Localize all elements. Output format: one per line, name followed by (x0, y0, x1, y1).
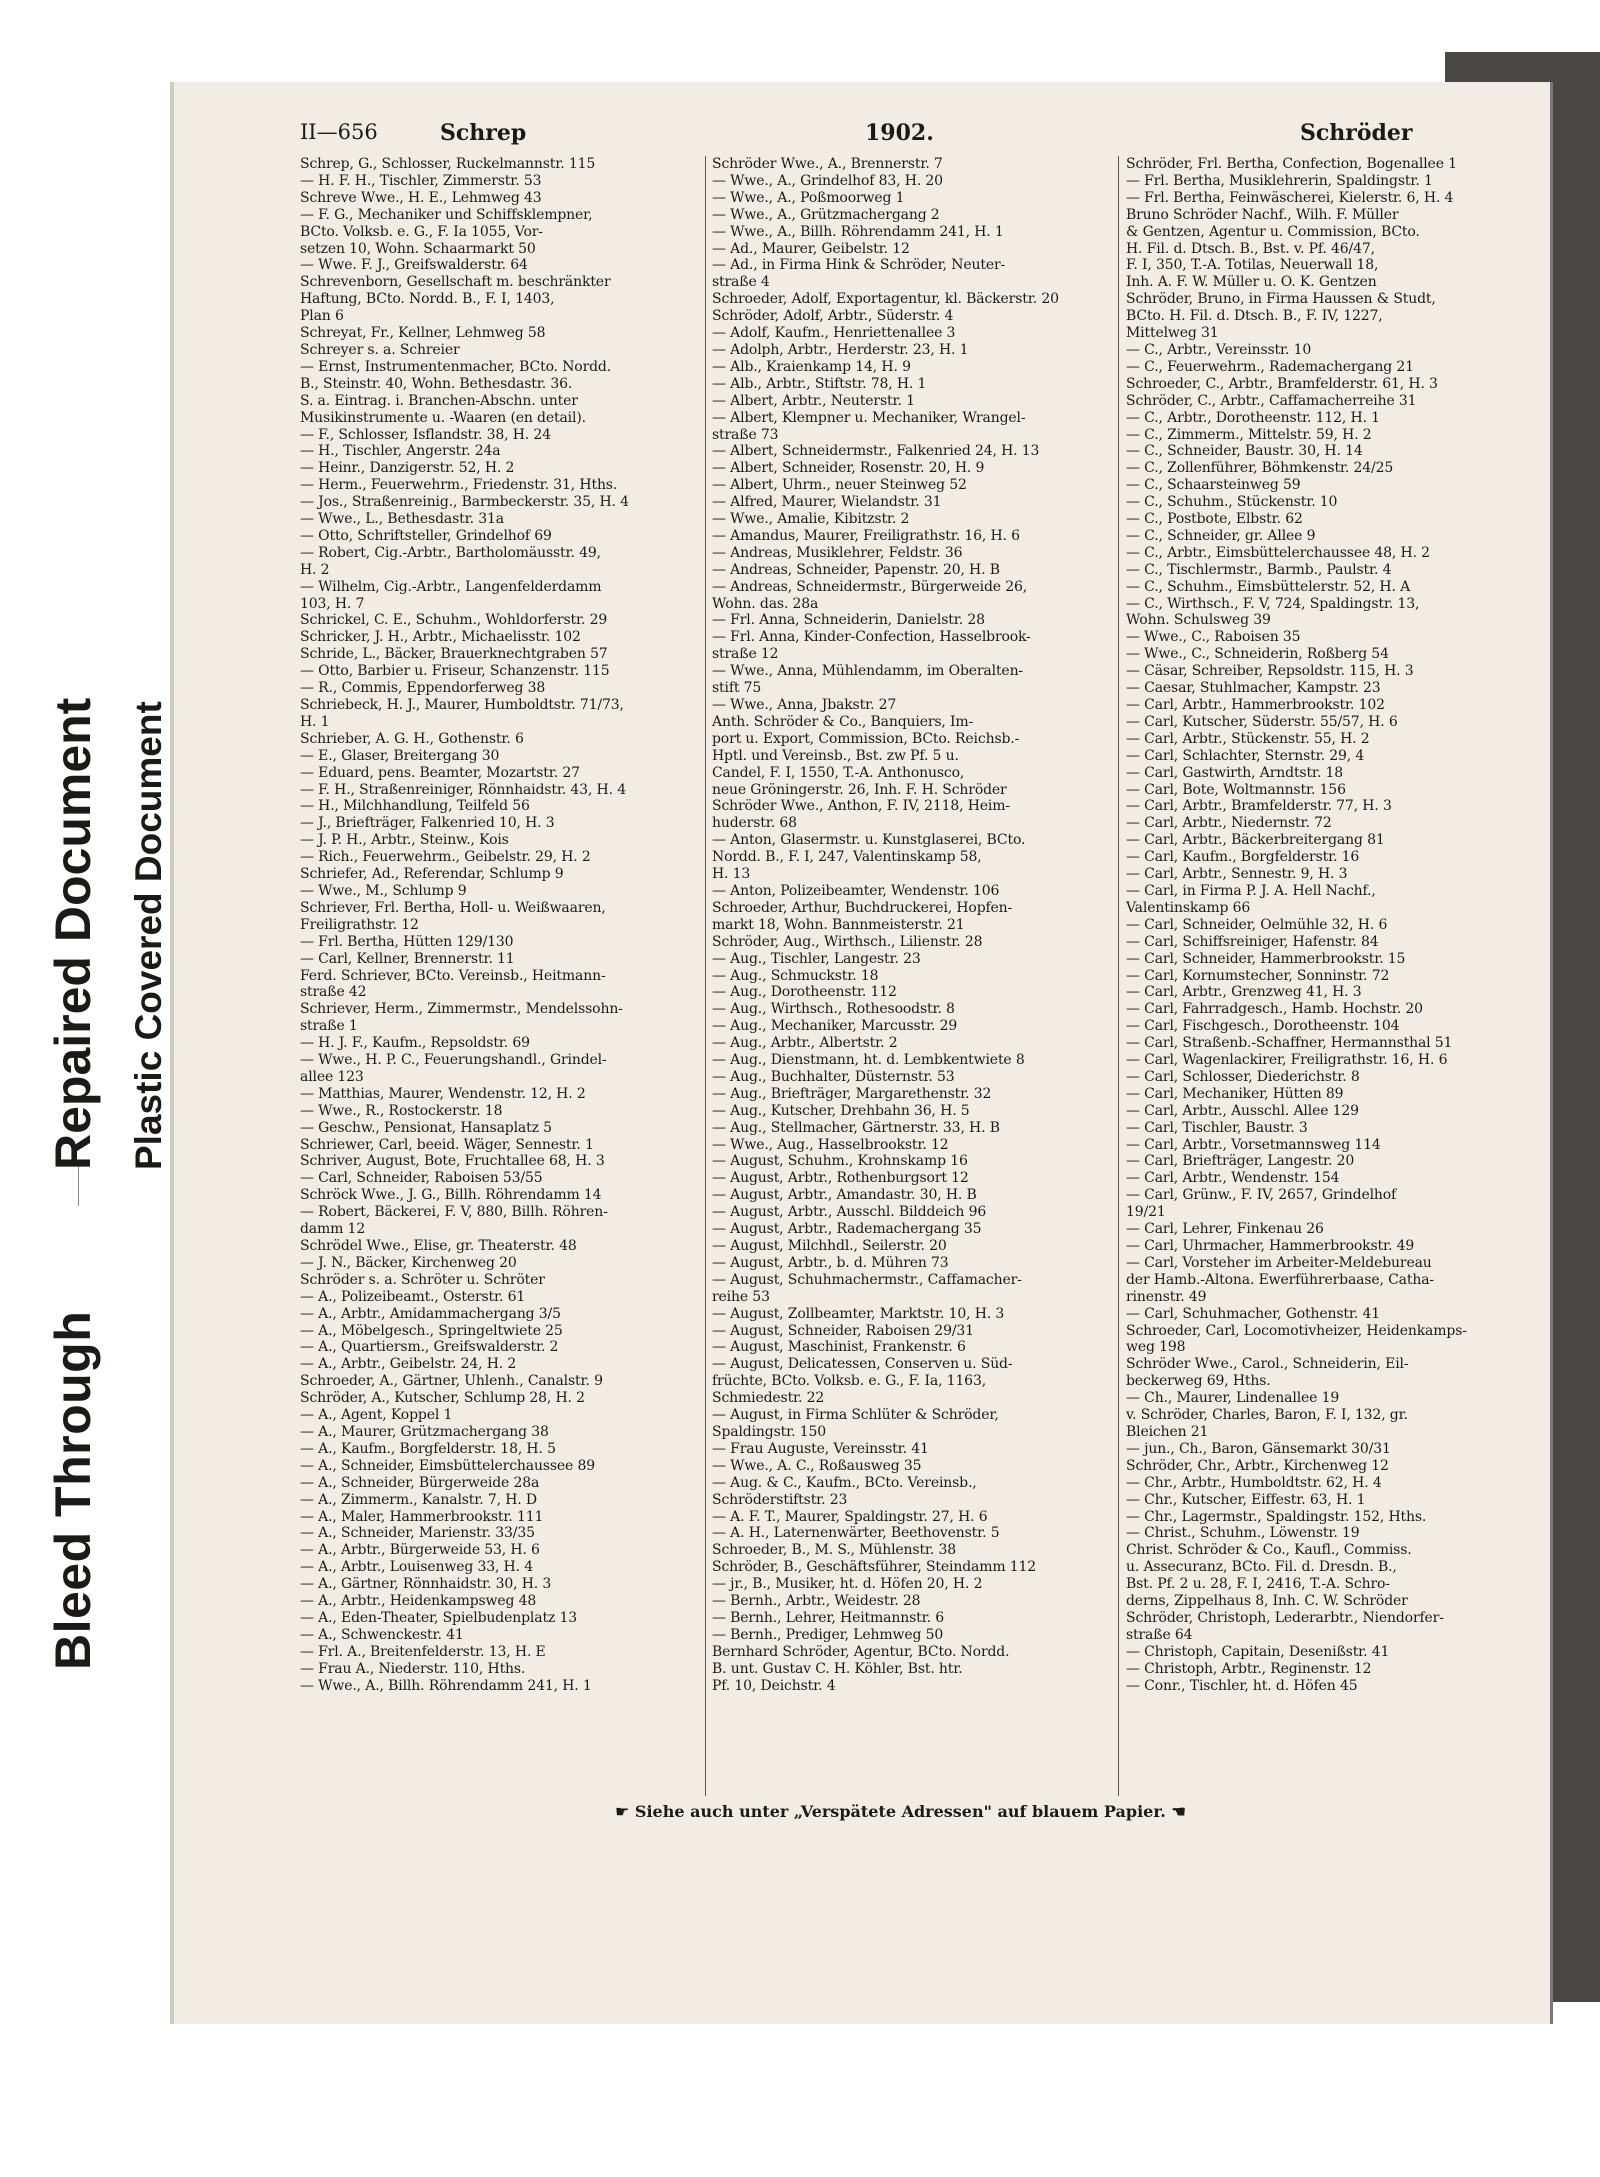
directory-entry-line: — Aug., Mechaniker, Marcusstr. 29 (712, 1018, 958, 1035)
directory-entry-line: — Wwe., Anna, Jbakstr. 27 (712, 697, 897, 713)
directory-entry-line: u. Assecuranz, BCto. Fil. d. Dresdn. B., (1126, 1559, 1397, 1576)
directory-entry-line: — Carl, Grünw., F. IV, 2657, Grindelhof (1126, 1187, 1397, 1204)
directory-column-1 (300, 156, 695, 1796)
directory-entry-line: — H. F. H., Tischler, Zimmerstr. 53 (300, 172, 542, 189)
directory-entry-line: — Carl, Vorsteher im Arbeiter-Meldebureau (1126, 1254, 1432, 1271)
directory-entry-line: Schröder, Frl. Bertha, Confection, Bogenallee 1 (1126, 156, 1457, 172)
directory-entry-line: — Frl. Anna, Schneiderin, Danielstr. 28 (712, 612, 985, 629)
directory-entry-line: — Frau A., Niederstr. 110, Hths. (300, 1660, 526, 1677)
directory-entry-line: — Conr., Tischler, ht. d. Höfen 45 (1126, 1677, 1358, 1694)
directory-entry-line: rinenstr. 49 (1126, 1288, 1207, 1305)
directory-entry-line: — A., Arbtr., Geibelstr. 24, H. 2 (300, 1356, 517, 1373)
directory-entry-line: Schroeder, B., M. S., Mühlenstr. 38 (712, 1542, 957, 1559)
directory-entry-line: — C., Arbtr., Dorotheenstr. 112, H. 1 (1126, 409, 1380, 426)
directory-entry-line: straße 12 (712, 646, 779, 663)
directory-column-2 (712, 156, 1112, 1796)
directory-entry-line: — August, Schneider, Raboisen 29/31 (712, 1322, 974, 1339)
directory-entry-line: B. unt. Gustav C. H. Köhler, Bst. htr. (712, 1660, 963, 1677)
directory-entry-line: Schrieber, A. G. H., Gothenstr. 6 (300, 730, 524, 747)
directory-column-3 (1126, 156, 1520, 1796)
directory-entry-line: S. a. Eintrag. i. Branchen-Abschn. unter (300, 392, 578, 409)
directory-entry-line: — A. F. T., Maurer, Spaldingstr. 27, H. 6 (712, 1508, 988, 1525)
directory-entry-line: — Alb., Arbtr., Stiftstr. 78, H. 1 (712, 375, 927, 392)
directory-entry-line: — Carl, Fahrradgesch., Hamb. Hochstr. 20 (1126, 1001, 1423, 1018)
directory-entry-line: straße 64 (1126, 1626, 1193, 1643)
directory-entry-line: — Robert, Cig.-Arbtr., Bartholomäusstr. 49, (300, 544, 601, 561)
directory-entry-line: — A., Kaufm., Borgfelderstr. 18, H. 5 (300, 1440, 556, 1457)
directory-entry-line: BCto. H. Fil. d. Dtsch. B., F. IV, 1227, (1126, 308, 1383, 325)
directory-entry-line: 103, H. 7 (300, 595, 365, 612)
directory-entry-line: — Frau Auguste, Vereinsstr. 41 (712, 1440, 929, 1457)
directory-entry-line: — Carl, Uhrmacher, Hammerbrookstr. 49 (1126, 1238, 1415, 1254)
directory-entry-line: — A., Möbelgesch., Springeltwiete 25 (300, 1322, 563, 1339)
directory-entry-line: — C., Tischlermstr., Barmb., Paulstr. 4 (1126, 561, 1392, 578)
directory-entry-line: — A., Agent, Koppel 1 (300, 1407, 453, 1424)
directory-entry-line: — Carl, Arbtr., Bäckerbreitergang 81 (1126, 832, 1385, 849)
directory-entry-line: — Carl, Schlachter, Sternstr. 29, 4 (1126, 747, 1365, 764)
directory-entry-line: — Frl. Bertha, Hütten 129/130 (300, 933, 514, 950)
directory-entry-line: — Carl, Arbtr., Grenzweg 41, H. 3 (1126, 984, 1362, 1001)
directory-entry-line: — Chr., Lagermstr., Spaldingstr. 152, Hths. (1126, 1508, 1427, 1525)
directory-entry-line: — Robert, Bäckerei, F. V, 880, Billh. Röhren- (300, 1204, 608, 1221)
directory-entry-line: & Gentzen, Agentur u. Commission, BCto. (1126, 223, 1420, 240)
directory-entry-line: — C., Postbote, Elbstr. 62 (1126, 511, 1303, 528)
directory-entry-line: — C., Arbtr., Eimsbüttelerchaussee 48, H. 2 (1126, 544, 1430, 561)
directory-entry-line: — Wwe. F. J., Greifswalderstr. 64 (300, 257, 528, 274)
directory-entry-line: — August, Schuhm., Krohnskamp 16 (712, 1153, 968, 1170)
directory-entry-line: — Carl, Fischgesch., Dorotheenstr. 104 (1126, 1018, 1400, 1035)
directory-entry-line: — Bernh., Arbtr., Weidestr. 28 (712, 1593, 921, 1610)
pointing-hand-right-icon: ☚ (1171, 1802, 1186, 1821)
label-repaired-document: Repaired Document (45, 697, 101, 1170)
directory-entry-line: — A., Schneider, Marienstr. 33/35 (300, 1525, 535, 1542)
directory-entry-line: — Aug., Dienstmann, ht. d. Lembkentwiete 8 (712, 1052, 1025, 1069)
directory-entry-line: — Adolph, Arbtr., Herderstr. 23, H. 1 (712, 341, 969, 358)
label-bleed-through: Bleed Through (45, 1310, 101, 1670)
directory-entry-line: Schriefer, Ad., Referendar, Schlump 9 (300, 866, 564, 883)
directory-entry-line: — Albert, Uhrm., neuer Steinweg 52 (712, 477, 967, 494)
directory-entry-line: port u. Export, Commission, BCto. Reichsb.- (712, 730, 1020, 747)
directory-entry-line: — Wwe., A., Grindelhof 83, H. 20 (712, 172, 943, 189)
directory-entry-line: — Bernh., Lehrer, Heitmannstr. 6 (712, 1609, 944, 1626)
directory-entry-line: — Wwe., C., Raboisen 35 (1126, 629, 1301, 646)
directory-entry-line: — Ad., in Firma Hink & Schröder, Neuter- (712, 257, 1006, 274)
directory-entry-line: Wohn. Schulsweg 39 (1126, 612, 1271, 629)
directory-entry-line: — Carl, Arbtr., Bramfelderstr. 77, H. 3 (1126, 798, 1392, 815)
directory-entry-line: Plan 6 (300, 308, 344, 325)
directory-entry-line: — Carl, Arbtr., Stückenstr. 55, H. 2 (1126, 730, 1370, 747)
directory-entry-line: Wohn. das. 28a (712, 595, 819, 612)
directory-entry-line: Haftung, BCto. Nordd. B., F. I, 1403, (300, 291, 555, 308)
directory-entry-line: Christ. Schröder & Co., Kaufl., Commiss. (1126, 1542, 1412, 1559)
directory-entry-line: — A., Maurer, Grützmachergang 38 (300, 1423, 549, 1440)
directory-entry-line: setzen 10, Wohn. Schaarmarkt 50 (300, 240, 536, 257)
directory-entry-line: Schröder, A., Kutscher, Schlump 28, H. 2 (300, 1390, 585, 1407)
directory-entry-line: Schrep, G., Schlosser, Ruckelmannstr. 115 (300, 156, 596, 172)
directory-entry-line: — F. H., Straßenreiniger, Rönnhaidstr. 43, H. 4 (300, 781, 626, 798)
directory-entry-line: — Christ., Schuhm., Löwenstr. 19 (1126, 1525, 1360, 1542)
side-labels (0, 330, 175, 1670)
directory-entry-line: straße 42 (300, 984, 367, 1001)
directory-entry-line: Schriever, Frl. Bertha, Holl- u. Weißwaaren, (300, 899, 606, 916)
directory-entry-line: — Frl. A., Breitenfelderstr. 13, H. E (300, 1643, 546, 1660)
directory-entry-line: — A., Gärtner, Rönnhaidstr. 30, H. 3 (300, 1576, 552, 1593)
directory-entry-line: — August, Arbtr., Rothenburgsort 12 (712, 1170, 969, 1187)
directory-page (300, 112, 1520, 1821)
directory-entry-line: der Hamb.-Altona. Ewerführerbaase, Catha- (1126, 1271, 1434, 1288)
directory-entry-line: Schröder, Bruno, in Firma Haussen & Studt, (1126, 291, 1436, 308)
directory-entry-line: Candel, F. I, 1550, T.-A. Anthonusco, (712, 764, 965, 781)
directory-entry-line: — Wwe., A., Grützmachergang 2 (712, 206, 940, 223)
directory-entry-line: F. I, 350, T.-A. Totilas, Neuerwall 18, (1126, 257, 1379, 274)
directory-entry-line: — C., Wirthsch., F. V, 724, Spaldingstr. 13, (1126, 595, 1420, 612)
directory-entry-line: — A., Eden-Theater, Spielbudenplatz 13 (300, 1609, 577, 1626)
label-plastic-covered-document: Plastic Covered Document (128, 701, 169, 1170)
directory-entry-line: — R., Commis, Eppendorferweg 38 (300, 680, 546, 697)
column-divider (1118, 156, 1119, 1796)
directory-entry-line: — Albert, Arbtr., Neuterstr. 1 (712, 392, 915, 409)
directory-entry-line: — Wwe., H. P. C., Feuerungshandl., Grindel- (300, 1052, 607, 1069)
directory-entry-line: — J., Briefträger, Falkenried 10, H. 3 (300, 815, 555, 832)
directory-entry-line: — Carl, Arbtr., Wendenstr. 154 (1126, 1170, 1340, 1187)
page-number: II—656 (300, 120, 378, 144)
directory-entry-line: Schreyat, Fr., Kellner, Lehmweg 58 (300, 325, 546, 342)
directory-entry-line: — C., Feuerwehrm., Rademachergang 21 (1126, 358, 1414, 375)
page-footer (615, 1802, 1186, 1821)
directory-entry-line: Pf. 10, Deichstr. 4 (712, 1677, 836, 1694)
directory-entry-line: — A., Schneider, Bürgerweide 28a (300, 1474, 540, 1491)
directory-entry-line: Inh. A. F. W. Müller u. O. K. Gentzen (1126, 274, 1377, 291)
directory-entry-line: — Amandus, Maurer, Freiligrathstr. 16, H. 6 (712, 527, 1020, 544)
directory-entry-line: — August, Maschinist, Frankenstr. 6 (712, 1339, 966, 1356)
directory-entry-line: stift 75 (712, 680, 762, 697)
directory-entry-line: früchte, BCto. Volksb. e. G., F. Ia, 1163, (712, 1373, 987, 1390)
directory-entry-line: — Carl, Arbtr., Niedernstr. 72 (1126, 815, 1332, 832)
directory-entry-line: — Aug., Schmuckstr. 18 (712, 967, 879, 984)
directory-entry-line: Spaldingstr. 150 (712, 1423, 826, 1440)
directory-entry-line: Schrickel, C. E., Schuhm., Wohldorferstr. 29 (300, 612, 608, 629)
directory-entry-line: — Otto, Schriftsteller, Grindelhof 69 (300, 527, 552, 544)
directory-entry-line: — Carl, Wagenlackirer, Freiligrathstr. 16, H. 6 (1126, 1052, 1448, 1069)
directory-entry-line: — J. P. H., Arbtr., Steinw., Kois (300, 832, 509, 849)
directory-entry-line: huderstr. 68 (712, 815, 797, 832)
directory-entry-line: — Otto, Barbier u. Friseur, Schanzenstr. 115 (300, 663, 610, 680)
directory-entry-line: markt 18, Wohn. Bannmeisterstr. 21 (712, 916, 965, 933)
directory-entry-line: — A., Polizeibeamt., Osterstr. 61 (300, 1288, 526, 1305)
directory-entry-line: Schröder Wwe., Carol., Schneiderin, Eil- (1126, 1356, 1409, 1373)
directory-entry-line: — Carl, Kutscher, Süderstr. 55/57, H. 6 (1126, 713, 1398, 730)
directory-entry-line: Schröder, B., Geschäftsführer, Steindamm 112 (712, 1559, 1037, 1576)
directory-entry-line: — Geschw., Pensionat, Hansaplatz 5 (300, 1119, 552, 1136)
directory-entry-line: beckerweg 69, Hths. (1126, 1373, 1271, 1390)
directory-entry-line: Schricker, J. H., Arbtr., Michaelisstr. 102 (300, 629, 581, 646)
directory-entry-line: straße 73 (712, 426, 779, 443)
directory-entry-line: Schroeder, C., Arbtr., Bramfelderstr. 61, H. 3 (1126, 375, 1438, 392)
directory-entry-line: Schreve Wwe., H. E., Lehmweg 43 (300, 189, 542, 206)
header-left-word: Schrep (440, 120, 527, 146)
directory-entry-line: v. Schröder, Charles, Baron, F. I, 132, gr. (1126, 1407, 1408, 1424)
directory-entry-line: — Wwe., L., Bethesdastr. 31a (300, 511, 504, 528)
directory-entry-line: Schröderstiftstr. 23 (712, 1491, 848, 1508)
directory-entry-line: Schriever, Herm., Zimmermstr., Mendelssohn- (300, 1001, 623, 1018)
directory-entry-line: Schrevenborn, Gesellschaft m. beschränkter (300, 274, 611, 291)
directory-entry-line: — Andreas, Schneidermstr., Bürgerweide 26, (712, 578, 1028, 595)
directory-entry-line: — Carl, Gastwirth, Arndtstr. 18 (1126, 764, 1344, 781)
directory-entry-line: Schröck Wwe., J. G., Billh. Röhrendamm 14 (300, 1187, 602, 1204)
directory-entry-line: — Ad., Maurer, Geibelstr. 12 (712, 240, 910, 257)
label-separator (78, 1166, 79, 1206)
column-divider (705, 156, 706, 1796)
directory-entry-line: — Frl. Bertha, Musiklehrerin, Spaldingstr. 1 (1126, 172, 1433, 189)
directory-entry-line: — F. G., Mechaniker und Schiffsklempner, (300, 206, 593, 223)
directory-entry-line: — J. N., Bäcker, Kirchenweg 20 (300, 1254, 517, 1271)
directory-entry-line: — Aug., Wirthsch., Rothesoodstr. 8 (712, 1001, 955, 1018)
directory-entry-line: — Wwe., A., Billh. Röhrendamm 241, H. 1 (300, 1677, 592, 1694)
directory-entry-line: — Adolf, Kaufm., Henriettenallee 3 (712, 325, 956, 342)
directory-entry-line: — Wwe., A., Billh. Röhrendamm 241, H. 1 (712, 223, 1004, 240)
directory-entry-line: — Wwe., Amalie, Kibitzstr. 2 (712, 511, 910, 528)
directory-entry-line: Schmiedestr. 22 (712, 1390, 825, 1407)
directory-entry-line: Schroeder, Carl, Locomotivheizer, Heidenkamps- (1126, 1322, 1467, 1339)
directory-entry-line: allee 123 (300, 1068, 364, 1085)
directory-entry-line: Mittelweg 31 (1126, 325, 1219, 342)
directory-entry-line: — A., Arbtr., Louisenweg 33, H. 4 (300, 1559, 533, 1576)
directory-entry-line: — Chr., Arbtr., Humboldtstr. 62, H. 4 (1126, 1474, 1382, 1491)
directory-entry-line: — A., Quartiersm., Greifswalderstr. 2 (300, 1339, 559, 1356)
directory-entry-line: Schride, L., Bäcker, Brauerknechtgraben 57 (300, 646, 608, 663)
directory-entry-line: — Eduard, pens. Beamter, Mozartstr. 27 (300, 764, 580, 781)
directory-entry-line: — Carl, Schlosser, Diederichstr. 8 (1126, 1068, 1360, 1085)
directory-entry-line: Schröder Wwe., Anthon, F. IV, 2118, Heim- (712, 798, 1010, 815)
directory-entry-line: — C., Schneider, Baustr. 30, H. 14 (1126, 443, 1363, 460)
header-year: 1902. (865, 120, 934, 146)
directory-entry-line: — C., Schneider, gr. Allee 9 (1126, 527, 1316, 544)
directory-entry-line: — Carl, Mechaniker, Hütten 89 (1126, 1085, 1344, 1102)
directory-entry-line: — Carl, Lehrer, Finkenau 26 (1126, 1221, 1324, 1238)
directory-entry-line: — A., Arbtr., Heidenkampsweg 48 (300, 1593, 537, 1610)
directory-entry-line: Bst. Pf. 2 u. 28, F. I, 2416, T.-A. Schro- (1126, 1576, 1390, 1593)
directory-entry-line: — Rich., Feuerwehrm., Geibelstr. 29, H. 2 (300, 849, 591, 866)
directory-entry-line: — August, Arbtr., Amandastr. 30, H. B (712, 1187, 977, 1204)
directory-entry-line: Bleichen 21 (1126, 1423, 1209, 1440)
directory-entry-line: — Wwe., A. C., Roßausweg 35 (712, 1457, 922, 1474)
directory-entry-line: straße 1 (300, 1018, 358, 1035)
directory-entry-line: Schroeder, Arthur, Buchdruckerei, Hopfen- (712, 899, 1013, 916)
directory-entry-line: — Anton, Polizeibeamter, Wendenstr. 106 (712, 882, 1000, 899)
directory-entry-line: — Aug., Buchhalter, Düsternstr. 53 (712, 1068, 955, 1085)
directory-entry-line: — Aug., Tischler, Langestr. 23 (712, 950, 921, 967)
directory-entry-line: BCto. Volksb. e. G., F. Ia 1055, Vor- (300, 223, 543, 240)
directory-entry-line: Schröder, Christoph, Lederarbtr., Niendorfer- (1126, 1609, 1444, 1626)
directory-entry-line: — Aug., Kutscher, Drehbahn 36, H. 5 (712, 1102, 970, 1119)
directory-entry-line: — Carl, Kaufm., Borgfelderstr. 16 (1126, 849, 1360, 866)
directory-entry-line: — E., Glaser, Breitergang 30 (300, 747, 500, 764)
directory-entry-line: — August, Arbtr., Rademachergang 35 (712, 1221, 982, 1238)
directory-entry-line: Schröder, Adolf, Arbtr., Süderstr. 4 (712, 308, 954, 325)
directory-entry-line: Schröder, Aug., Wirthsch., Lilienstr. 28 (712, 933, 983, 950)
directory-entry-line: — Carl, Tischler, Baustr. 3 (1126, 1119, 1308, 1136)
pointing-hand-left-icon: ☛ (615, 1802, 630, 1821)
directory-entry-line: — Bernh., Prediger, Lehmweg 50 (712, 1626, 944, 1643)
directory-entry-line: — Wwe., R., Rostockerstr. 18 (300, 1102, 503, 1119)
directory-entry-line: — Carl, Schneider, Raboisen 53/55 (300, 1170, 543, 1187)
directory-entry-line: — jr., B., Musiker, ht. d. Höfen 20, H. 2 (712, 1576, 983, 1593)
footer-note: Siehe auch unter „Verspätete Adressen" auf blauem Papier. (634, 1802, 1166, 1821)
directory-entry-line: — Heinr., Danzigerstr. 52, H. 2 (300, 460, 515, 477)
directory-entry-line: — August, in Firma Schlüter & Schröder, (712, 1407, 999, 1424)
directory-entry-line: — Frl. Bertha, Feinwäscherei, Kielerstr. 6, H. 4 (1126, 189, 1454, 206)
directory-entry-line: — F., Schlosser, Isflandstr. 38, H. 24 (300, 426, 551, 443)
directory-entry-line: Ferd. Schriever, BCto. Vereinsb., Heitmann- (300, 967, 606, 984)
directory-entry-line: — Carl, Schneider, Oelmühle 32, H. 6 (1126, 916, 1388, 933)
directory-entry-line: — Andreas, Musiklehrer, Feldstr. 36 (712, 544, 963, 561)
directory-entry-line: Schriver, August, Bote, Fruchtallee 68, H. 3 (300, 1153, 605, 1170)
directory-entry-line: — August, Arbtr., b. d. Mühren 73 (712, 1254, 949, 1271)
directory-entry-line: weg 198 (1126, 1339, 1186, 1356)
directory-entry-line: — C., Schuhm., Stückenstr. 10 (1126, 494, 1338, 511)
directory-entry-line: — Carl, Arbtr., Vorsetmannsweg 114 (1126, 1136, 1381, 1153)
directory-entry-line: H. Fil. d. Dtsch. B., Bst. v. Pf. 46/47, (1126, 240, 1375, 257)
header-right-word: Schröder (1300, 120, 1413, 146)
directory-entry-line: Freiligrathstr. 12 (300, 916, 419, 933)
directory-entry-line: — Ernst, Instrumentenmacher, BCto. Nordd. (300, 358, 612, 375)
directory-entry-line: — Wwe., Anna, Mühlendamm, im Oberalten- (712, 663, 1024, 680)
directory-entry-line: — H., Tischler, Angerstr. 24a (300, 443, 501, 460)
directory-entry-line: Schreyer s. a. Schreier (300, 341, 460, 358)
directory-entry-line: — C., Zollenführer, Böhmkenstr. 24/25 (1126, 460, 1394, 477)
directory-entry-line: Schroeder, Adolf, Exportagentur, kl. Bäckerstr. 20 (712, 291, 1059, 308)
directory-entry-line: — Aug., Arbtr., Albertstr. 2 (712, 1035, 898, 1052)
directory-entry-line: — A., Zimmerm., Kanalstr. 7, H. D (300, 1491, 537, 1508)
directory-entry-line: — Carl, Bote, Woltmannstr. 156 (1126, 781, 1346, 798)
directory-entry-line: — Alb., Kraienkamp 14, H. 9 (712, 358, 911, 375)
directory-entry-line: — Wwe., M., Schlump 9 (300, 882, 467, 899)
directory-entry-line: reihe 53 (712, 1288, 770, 1305)
directory-entry-line: — A. H., Laternenwärter, Beethovenstr. 5 (712, 1525, 1000, 1542)
directory-entry-line: — Wwe., C., Schneiderin, Roßberg 54 (1126, 646, 1389, 663)
directory-entry-line: — Albert, Schneidermstr., Falkenried 24, H. 13 (712, 443, 1040, 460)
directory-entry-line: Anth. Schröder & Co., Banquiers, Im- (712, 713, 974, 730)
directory-entry-line: B., Steinstr. 40, Wohn. Bethesdastr. 36. (300, 375, 573, 392)
directory-entry-line: H. 2 (300, 561, 330, 578)
directory-entry-line: Schröder Wwe., A., Brennerstr. 7 (712, 156, 943, 172)
directory-entry-line: straße 4 (712, 274, 770, 291)
directory-entry-line: — Albert, Schneider, Rosenstr. 20, H. 9 (712, 460, 985, 477)
directory-entry-line: — Anton, Glasermstr. u. Kunstglaserei, BCto. (712, 832, 1026, 849)
directory-entry-line: — H., Milchhandlung, Teilfeld 56 (300, 798, 530, 815)
directory-entry-line: Schröder, Chr., Arbtr., Kirchenweg 12 (1126, 1457, 1389, 1474)
directory-entry-line: — Carl, Straßenb.-Schaffner, Hermannsthal 51 (1126, 1035, 1453, 1052)
directory-entry-line: — Carl, Kellner, Brennerstr. 11 (300, 950, 515, 967)
directory-entry-line: — Frl. Anna, Kinder-Confection, Hasselbrook- (712, 629, 1031, 646)
directory-entry-line: — A., Schneider, Eimsbüttelerchaussee 89 (300, 1457, 595, 1474)
directory-entry-line: — A., Maler, Hammerbrookstr. 111 (300, 1508, 544, 1525)
directory-entry-line: — Matthias, Maurer, Wendenstr. 12, H. 2 (300, 1085, 586, 1102)
directory-entry-line: — Carl, Briefträger, Langestr. 20 (1126, 1153, 1355, 1170)
directory-entry-line: — C., Zimmerm., Mittelstr. 59, H. 2 (1126, 426, 1372, 443)
directory-entry-line: — Aug. & C., Kaufm., BCto. Vereinsb., (712, 1474, 977, 1491)
directory-entry-line: — Aug., Briefträger, Margarethenstr. 32 (712, 1085, 992, 1102)
directory-entry-line: Musikinstrumente u. -Waaren (en detail). (300, 409, 586, 426)
directory-entry-line: — Christoph, Arbtr., Reginenstr. 12 (1126, 1660, 1372, 1677)
directory-entry-line: — Caesar, Stuhlmacher, Kampstr. 23 (1126, 680, 1381, 697)
directory-entry-line: — C., Schaarsteinweg 59 (1126, 477, 1301, 494)
directory-entry-line: — Ch., Maurer, Lindenallee 19 (1126, 1390, 1340, 1407)
directory-entry-line: — H. J. F., Kaufm., Repsoldstr. 69 (300, 1035, 530, 1052)
directory-entry-line: — August, Milchhdl., Seilerstr. 20 (712, 1238, 947, 1254)
directory-entry-line: — Albert, Klempner u. Mechaniker, Wrangel- (712, 409, 1026, 426)
directory-entry-line: — August, Schuhmachermstr., Caffamacher- (712, 1271, 1022, 1288)
directory-entry-line: Schröder, C., Arbtr., Caffamacherreihe 31 (1126, 392, 1417, 409)
directory-entry-line: — August, Arbtr., Ausschl. Bilddeich 96 (712, 1204, 987, 1221)
directory-entry-line: — Carl, Arbtr., Sennestr. 9, H. 3 (1126, 866, 1348, 883)
directory-entry-line: neue Gröningerstr. 26, Inh. F. H. Schröder (712, 781, 1007, 798)
directory-entry-line: Bernhard Schröder, Agentur, BCto. Nordd. (712, 1643, 1010, 1660)
directory-entry-line: — Cäsar, Schreiber, Repsoldstr. 115, H. 3 (1126, 663, 1414, 680)
directory-entry-line: — August, Delicatessen, Conserven u. Süd- (712, 1356, 1013, 1373)
directory-entry-line: Schröder s. a. Schröter u. Schröter (300, 1271, 545, 1288)
directory-entry-line: Valentinskamp 66 (1126, 899, 1251, 916)
directory-entry-line: — Carl, in Firma P. J. A. Hell Nachf., (1126, 882, 1376, 899)
directory-entry-line: Hptl. und Vereinsb., Bst. zw Pf. 5 u. (712, 747, 959, 764)
directory-entry-line: — Carl, Kornumstecher, Sonninstr. 72 (1126, 967, 1390, 984)
directory-entry-line: — A., Arbtr., Amidammachergang 3/5 (300, 1305, 561, 1322)
directory-entry-line: — jun., Ch., Baron, Gänsemarkt 30/31 (1126, 1440, 1391, 1457)
directory-entry-line: damm 12 (300, 1221, 366, 1238)
directory-entry-line: — Carl, Arbtr., Hammerbrookstr. 102 (1126, 697, 1385, 713)
directory-entry-line: Schriewer, Carl, beeid. Wäger, Sennestr. 1 (300, 1136, 594, 1153)
directory-entry-line: Schroeder, A., Gärtner, Uhlenh., Canalstr. 9 (300, 1373, 603, 1390)
directory-entry-line: — Carl, Schneider, Hammerbrookstr. 15 (1126, 950, 1406, 967)
directory-entry-line: — Carl, Schiffsreiniger, Hafenstr. 84 (1126, 933, 1379, 950)
directory-entry-line: Bruno Schröder Nachf., Wilh. F. Müller (1126, 206, 1399, 223)
directory-entry-line: — C., Arbtr., Vereinsstr. 10 (1126, 341, 1312, 358)
directory-entry-line: — Herm., Feuerwehrm., Friedenstr. 31, Hths. (300, 477, 618, 494)
directory-entry-line: — Andreas, Schneider, Papenstr. 20, H. B (712, 561, 1000, 578)
directory-entry-line: Schrödel Wwe., Elise, gr. Theaterstr. 48 (300, 1238, 577, 1254)
directory-entry-line: — C., Schuhm., Eimsbüttelerstr. 52, H. A (1126, 578, 1411, 595)
directory-entry-line: Schriebeck, H. J., Maurer, Humboldtstr. 71/73, (300, 697, 624, 713)
directory-entry-line: — Chr., Kutscher, Eiffestr. 63, H. 1 (1126, 1491, 1366, 1508)
page-header (300, 112, 1520, 152)
directory-entry-line: H. 1 (300, 713, 330, 730)
directory-entry-line: — Wwe., Aug., Hasselbrookstr. 12 (712, 1136, 949, 1153)
directory-entry-line: — Christoph, Capitain, Desenißstr. 41 (1126, 1643, 1390, 1660)
directory-entry-line: — Carl, Schuhmacher, Gothenstr. 41 (1126, 1305, 1381, 1322)
directory-entry-line: — Jos., Straßenreinig., Barmbeckerstr. 35, H. 4 (300, 494, 629, 511)
directory-entry-line: Nordd. B., F. I, 247, Valentinskamp 58, (712, 849, 982, 866)
directory-entry-line: — Carl, Arbtr., Ausschl. Allee 129 (1126, 1102, 1359, 1119)
directory-entry-line: derns, Zippelhaus 8, Inh. C. W. Schröder (1126, 1593, 1408, 1610)
directory-entry-line: — August, Zollbeamter, Marktstr. 10, H. 3 (712, 1305, 1005, 1322)
directory-entry-line: — Alfred, Maurer, Wielandstr. 31 (712, 494, 942, 511)
directory-entry-line: — A., Schwenckestr. 41 (300, 1626, 464, 1643)
directory-entry-line: 19/21 (1126, 1204, 1166, 1221)
directory-entry-line: — Aug., Dorotheenstr. 112 (712, 984, 897, 1001)
directory-entry-line: H. 13 (712, 866, 751, 883)
directory-entry-line: — Aug., Stellmacher, Gärtnerstr. 33, H. B (712, 1119, 1000, 1136)
directory-entry-line: — Wilhelm, Cig.-Arbtr., Langenfelderdamm (300, 578, 602, 595)
directory-entry-line: — Wwe., A., Poßmoorweg 1 (712, 189, 905, 206)
directory-entry-line: — A., Arbtr., Bürgerweide 53, H. 6 (300, 1542, 540, 1559)
